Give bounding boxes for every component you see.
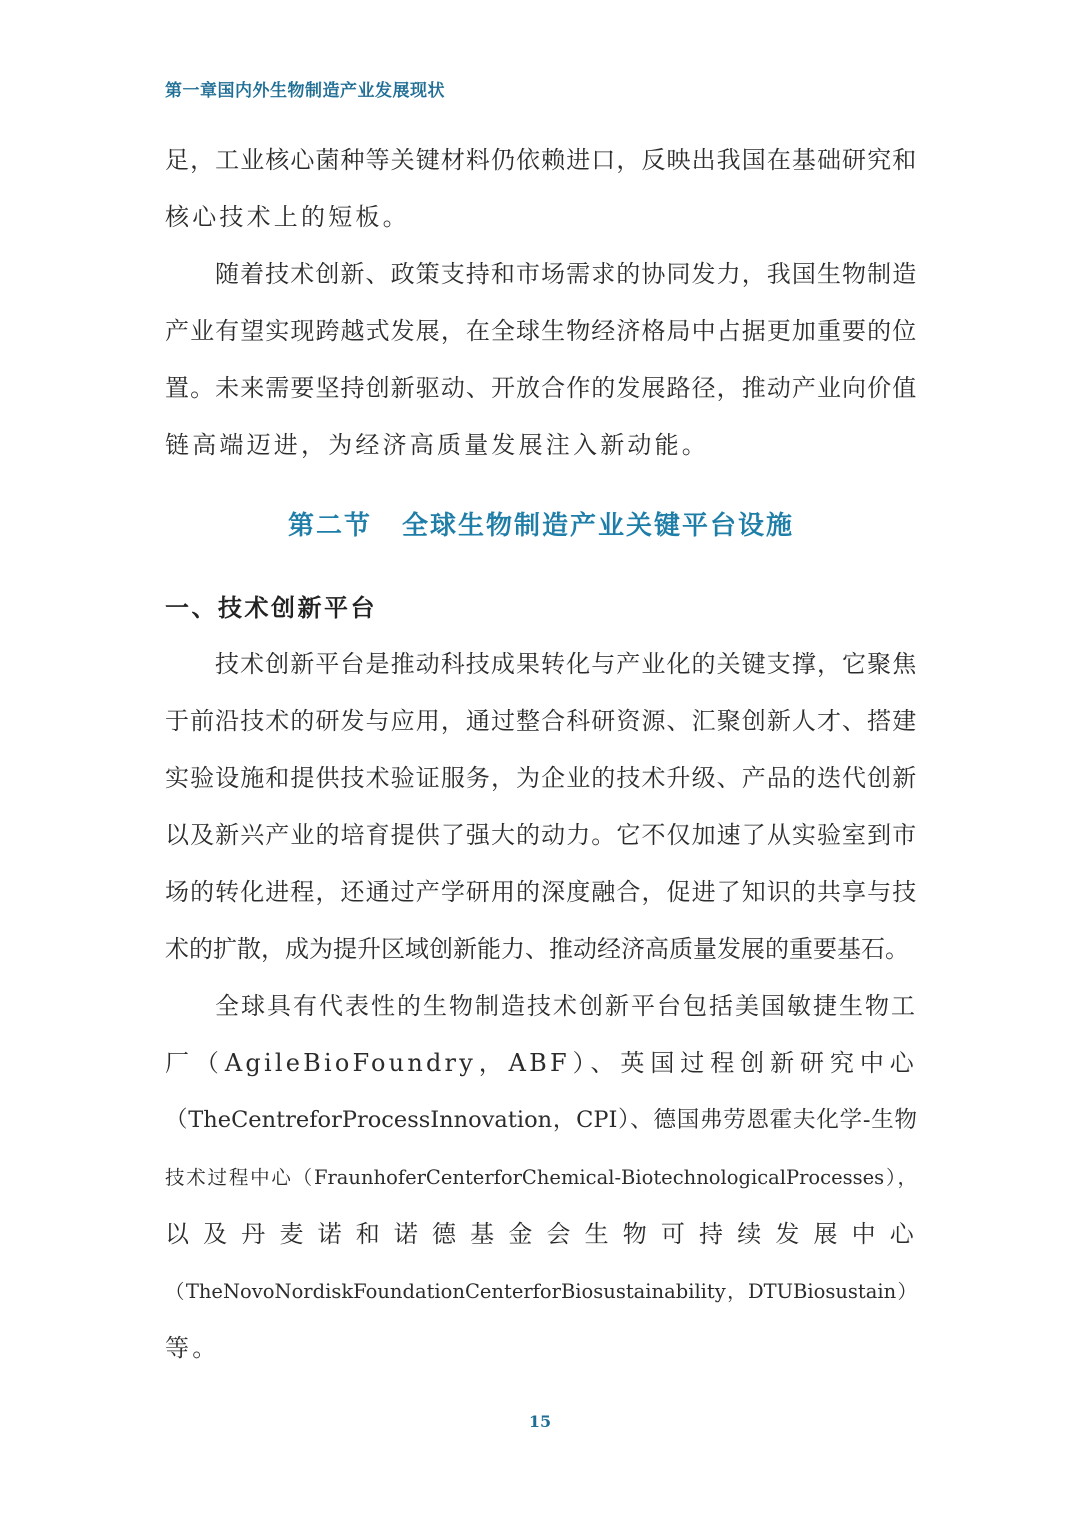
text-line: 实验设施和提供技术验证服务，为企业的技术升级、产品的迭代创新	[165, 764, 917, 792]
section-name: 全球生物制造产业关键平台设施	[402, 511, 795, 541]
paragraph-platform-intro	[165, 636, 917, 978]
text-line: 随着技术创新、政策支持和市场需求的协同发力，我国生物制造	[215, 260, 917, 288]
text-line: 足，工业核心菌种等关键材料仍依赖进口，反映出我国在基础研究和	[165, 146, 917, 174]
text-line: 链高端迈进，为经济高质量发展注入新动能。	[165, 431, 709, 459]
text-line: 术的扩散，成为提升区域创新能力、推动经济高质量发展的重要基石。	[165, 935, 909, 963]
text-line: 技术过程中心（FraunhoferCenterforChemical-BiotechnologicalProcesses），	[165, 1166, 917, 1189]
text-line: 厂（AgileBioFoundry，ABF）、英国过程创新研究中心	[165, 1049, 917, 1077]
text-line: （TheNovoNordiskFoundationCenterforBiosustainability，DTUBiosustain）	[165, 1280, 917, 1303]
text-line: （TheCentreforProcessInnovation，CPI）、德国弗劳恩霍夫化学-生物	[165, 1107, 917, 1133]
text-line: 产业有望实现跨越式发展，在全球生物经济格局中占据更加重要的位	[165, 317, 917, 345]
subsection-heading: 一、技术创新平台	[165, 593, 377, 622]
running-header: 第一章国内外生物制造产业发展现状	[165, 81, 445, 101]
paragraph-continuation	[165, 132, 917, 246]
paragraph-platform-examples	[165, 978, 917, 1377]
text-line: 全球具有代表性的生物制造技术创新平台包括美国敏捷生物工	[215, 992, 917, 1020]
text-line: 场的转化进程，还通过产学研用的深度融合，促进了知识的共享与技	[165, 878, 917, 906]
text-line: 于前沿技术的研发与应用，通过整合科研资源、汇聚创新人才、搭建	[165, 707, 917, 735]
paragraph-outlook	[165, 246, 917, 474]
text-line: 等。	[165, 1334, 220, 1362]
text-line: 以及丹麦诺和诺德基金会生物可持续发展中心	[165, 1220, 917, 1248]
section-number: 第二节	[287, 511, 372, 541]
text-line: 置。未来需要坚持创新驱动、开放合作的发展路径，推动产业向价值	[165, 374, 917, 402]
text-line: 以及新兴产业的培育提供了强大的动力。它不仅加速了从实验室到市	[165, 821, 917, 849]
section-title	[165, 474, 917, 579]
text-line: 技术创新平台是推动科技成果转化与产业化的关键支撑，它聚焦	[215, 650, 917, 678]
page-content	[165, 132, 917, 1377]
text-line: 核心技术上的短板。	[165, 203, 410, 231]
page-number: 15	[528, 1412, 552, 1431]
